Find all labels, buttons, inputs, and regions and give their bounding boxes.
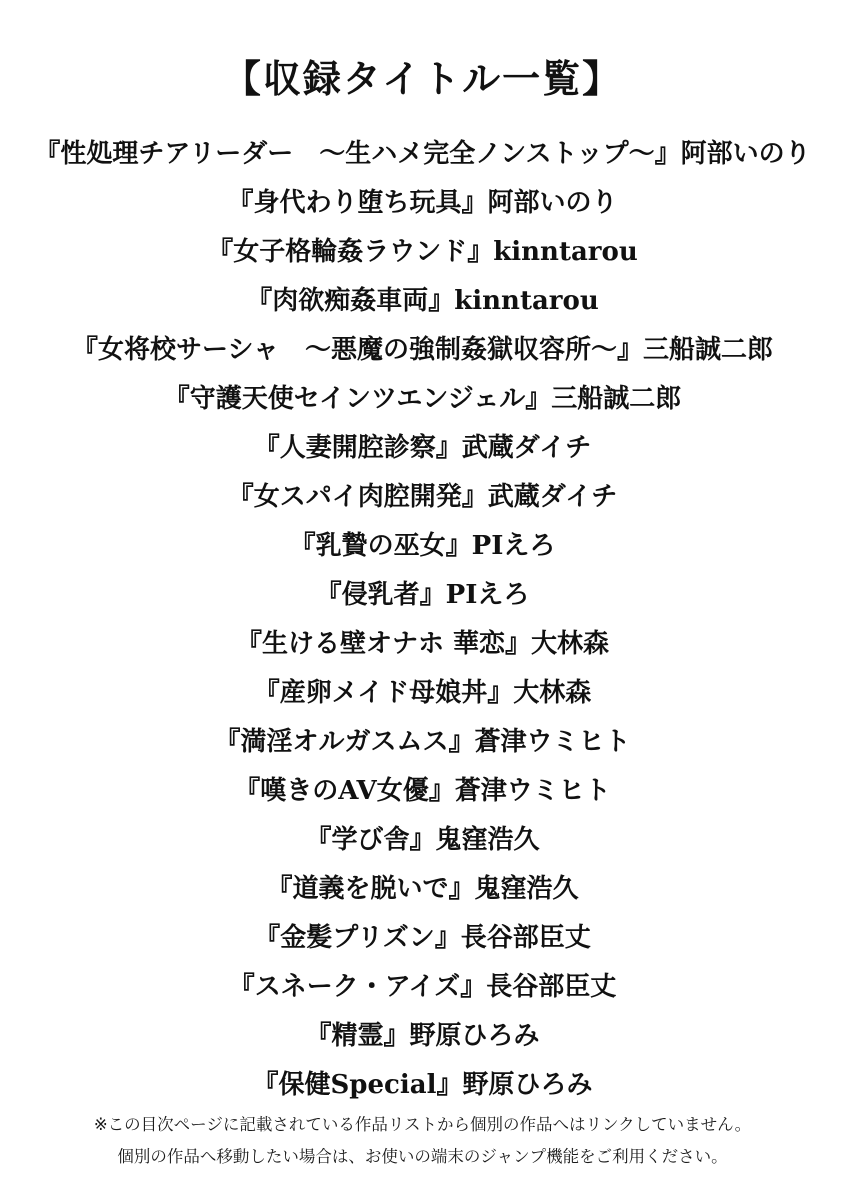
list-item: 『保健Special』野原ひろみ: [252, 1069, 593, 1100]
list-item: 『金髪プリズン』長谷部臣丈: [254, 922, 591, 953]
list-item: 『守護天使セインツエンジェル』三船誠二郎: [163, 383, 682, 414]
list-item: 『人妻開腔診察』武蔵ダイチ: [253, 432, 592, 463]
list-item: 『満淫オルガスムス』蒼津ウミヒト: [214, 726, 631, 757]
list-item: 『道義を脱いで』鬼窪浩久: [266, 873, 579, 904]
list-item: 『女スパイ肉腔開発』武蔵ダイチ: [227, 481, 618, 512]
list-item: 『スネーク・アイズ』長谷部臣丈: [228, 971, 617, 1002]
list-item: 『性処理チアリーダー 〜生ハメ完全ノンストップ〜』阿部いのり: [34, 138, 811, 169]
footer-note-line-2: 個別の作品へ移動したい場合は、お使いの端末のジャンプ機能をご利用ください。: [117, 1146, 728, 1166]
list-item: 『肉欲痴姦車両』kinntarou: [246, 285, 599, 316]
list-item: 『嘆きのAV女優』蒼津ウミヒト: [234, 775, 611, 806]
list-item: 『精霊』野原ひろみ: [305, 1020, 540, 1051]
list-item: 『乳贄の巫女』PIえろ: [289, 530, 556, 561]
footer-note-line-1: ※この目次ページに記載されている作品リストから個別の作品へはリンクしていません。: [93, 1115, 752, 1135]
list-item: 『侵乳者』PIえろ: [315, 579, 530, 610]
list-item: 『身代わり堕ち玩具』阿部いのり: [227, 187, 618, 218]
footer-note: [0, 1109, 845, 1172]
list-item: 『女子格輪姦ラウンド』kinntarou: [207, 236, 638, 267]
list-item: 『産卵メイド母娘丼』大林森: [253, 677, 592, 708]
list-item: 『生ける壁オナホ 華恋』大林森: [235, 628, 610, 659]
title-list: [0, 129, 845, 1109]
list-item: 『女将校サーシャ 〜悪魔の強制姦獄収容所〜』三船誠二郎: [72, 334, 773, 365]
list-item: 『学び舎』鬼窪浩久: [305, 824, 540, 855]
page-title: 【収録タイトル一覧】: [222, 56, 623, 101]
